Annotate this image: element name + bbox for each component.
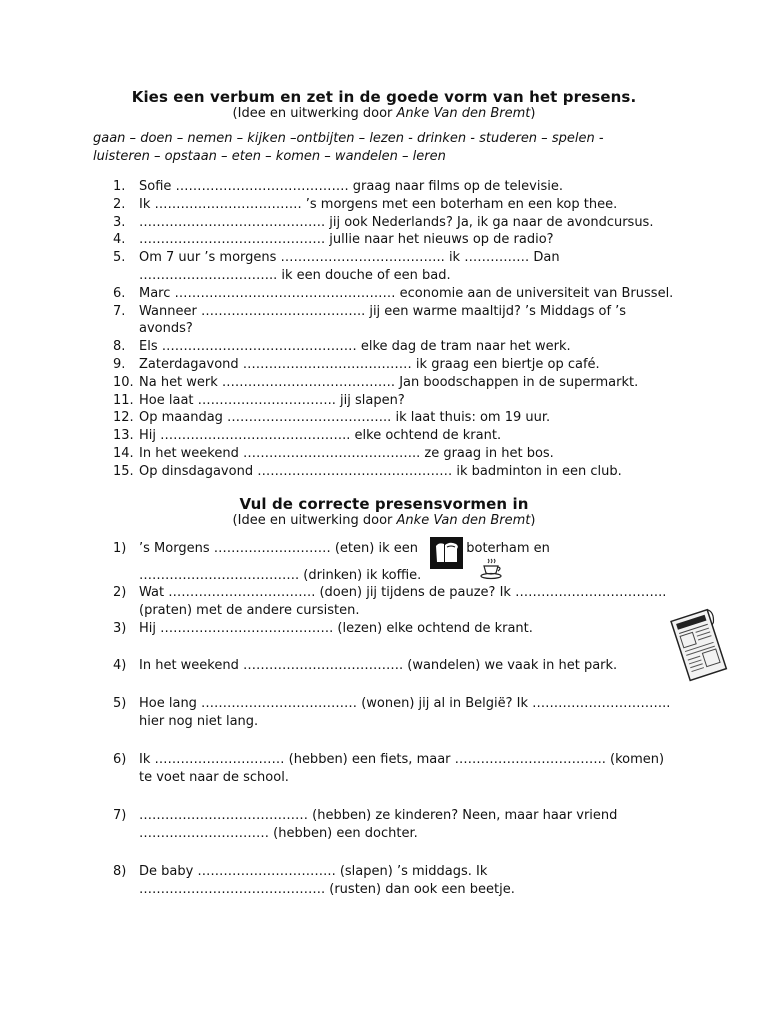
exercise1-item: 9. Zaterdagavond ………………………………… ik graag een biertje op café. — [113, 356, 600, 372]
exercise2-item: 4) In het weekend ………………………………. (wandelen) we vaak in het park. — [113, 658, 618, 673]
exercise1-list — [113, 178, 683, 481]
section2-title: Vul de correcte presensvormen in — [239, 495, 529, 513]
exercise1-item: 5. Om 7 uur ’s morgens ……………………………….. ik …………… Dan ………………………….. ik een douche of een bad. — [113, 250, 560, 283]
exercise1-item: 7. Wanneer ……………………………….. jij een warme maaltijd? ’s Middags of ’s avonds? — [113, 303, 627, 337]
exercise2-item: 1) ’s Morgens ……………………… (eten) ik een boterham en — [113, 541, 550, 556]
section1-credit: (Idee en uitwerking door Anke Van den Bremt) — [232, 106, 536, 121]
section2-author: Anke Van den Bremt — [396, 513, 531, 528]
exercise1-item: 10. Na het werk …………………………………. Jan boodschappen in de supermarkt. — [113, 374, 639, 390]
verb-list-line-2: luisteren – opstaan – eten – komen – wandelen – leren — [93, 149, 446, 164]
exercise2-item: 2) Wat ……………………………. (doen) jij tijdens de pauze? Ik …………………………….. (praten) met de andere cursisten. — [113, 585, 667, 618]
exercise1-item: 15. Op dinsdagavond ……………………………………… ik badminton in een club. — [113, 463, 622, 479]
exercise1-item: 8. Els ……………………………………… elke dag de tram naar het werk. — [113, 339, 571, 355]
verb-list — [93, 130, 653, 166]
exercise1-item: 12. Op maandag ……………………………….. ik laat thuis: om 19 uur. — [113, 410, 551, 426]
exercise1-item: 14. In het weekend ………………………………….. ze graag in het bos. — [113, 445, 554, 461]
exercise2-item: 5) Hoe lang ……………………………… (wonen) jij al in België? Ik ………………………….. hier nog niet lang. — [113, 696, 671, 729]
exercise2-item: 6) Ik ………………………… (hebben) een fiets, maar …………………………….. (komen) te voet naar de school. — [113, 752, 665, 785]
exercise1-item: 13. Hij …………………………………….. elke ochtend de krant. — [113, 428, 502, 444]
exercise2-item: 3) Hij …………………………………. (lezen) elke ochtend de krant. — [113, 621, 533, 636]
bread-icon — [430, 537, 463, 569]
verb-list-line-1: gaan – doen – nemen – kijken –ontbijten – lezen - drinken - studeren – spelen - — [93, 131, 604, 146]
exercise1-item: 1. Sofie …………………………………. graag naar films op de televisie. — [113, 179, 563, 194]
exercise2-item: 7) ………………………………… (hebben) ze kinderen? Neen, maar haar vriend ………………………… (hebben) een dochter. — [113, 808, 618, 841]
exercise2-item-continued: ………………………………. (drinken) ik koffie. — [139, 568, 422, 583]
coffee-cup-icon — [479, 558, 505, 580]
section1-title: Kies een verbum en zet in de goede vorm van het presens. — [131, 88, 637, 106]
exercise2-item: 8) De baby ………………………….. (slapen) ’s middags. Ik ……………………………………. (rusten) dan ook een beetje. — [113, 864, 515, 897]
newspaper-icon — [670, 608, 728, 684]
exercise1-item: 2. Ik ……………………………. ’s morgens met een boterham en een kop thee. — [113, 196, 618, 212]
section1-author: Anke Van den Bremt — [396, 106, 531, 121]
exercise1-item: 3. ……………………………………. jij ook Nederlands? Ja, ik ga naar de avondcursus. — [113, 214, 654, 230]
exercise1-item: 11. Hoe laat ………………………….. jij slapen? — [113, 392, 405, 408]
section2-credit: (Idee en uitwerking door Anke Van den Bremt) — [232, 513, 536, 528]
exercise1-item: 4. ……………………………………. jullie naar het nieuws op de radio? — [113, 232, 554, 248]
exercise1-item: 6. Marc …………………………………………… economie aan de universiteit van Brussel. — [113, 285, 674, 301]
